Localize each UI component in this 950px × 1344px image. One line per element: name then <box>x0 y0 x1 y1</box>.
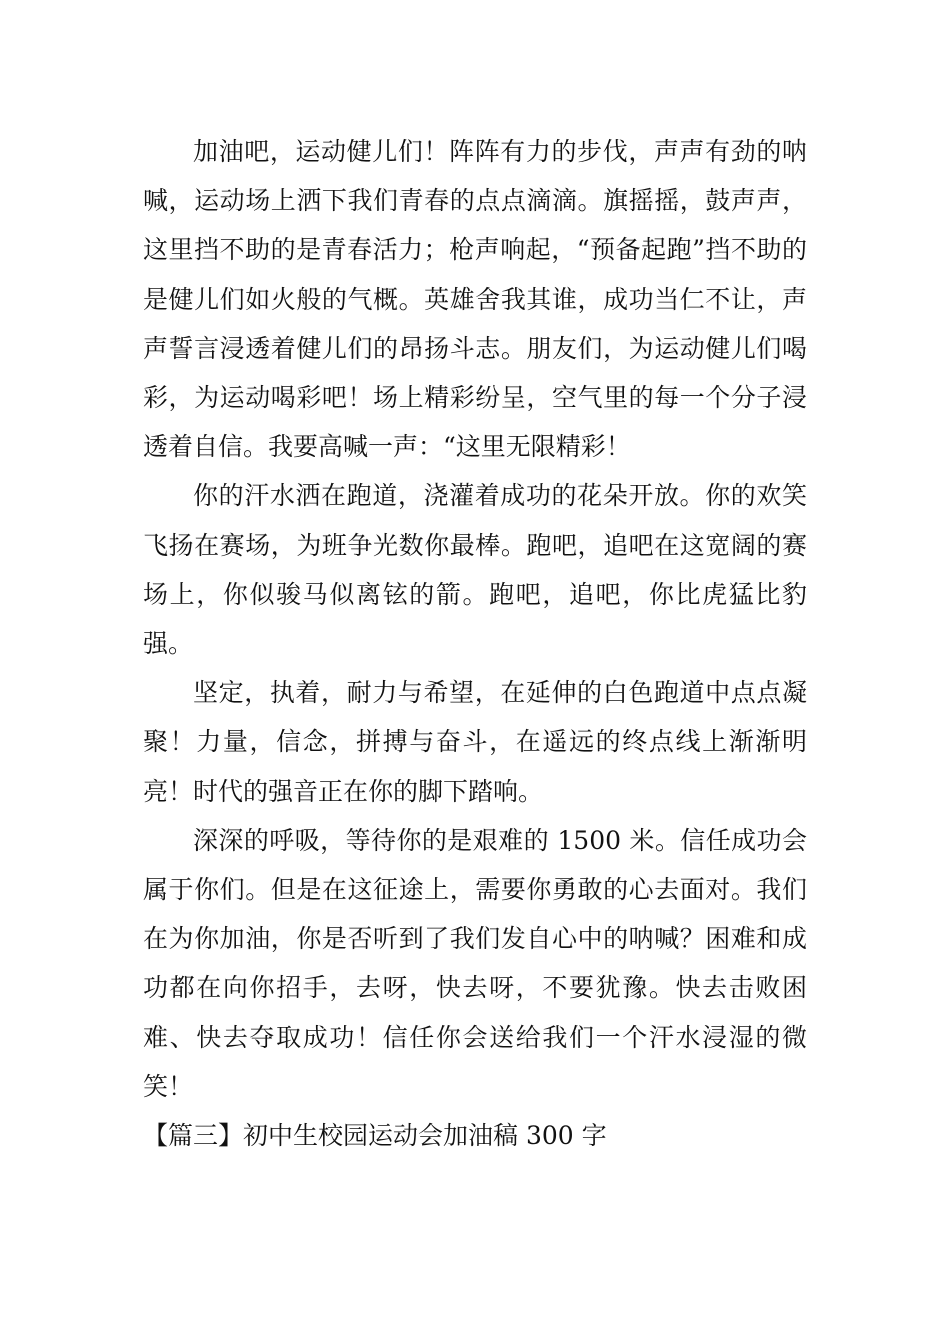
section-heading: 【篇三】初中生校园运动会加油稿 300 字 <box>143 1121 607 1151</box>
document-body <box>143 127 807 1160</box>
paragraph-1: 加油吧，运动健儿们！阵阵有力的步伐，声声有劲的呐喊，运动场上洒下我们青春的点点滴滴。旗摇摇，鼓声声，这里挡不助的是青春活力；枪声响起，“预备起跑”挡不助的是健儿们如火般的气概。英雄舍我其谁，成功当仁不让，声声誓言浸透着健儿们的昂扬斗志。朋友们，为运动健儿们喝彩，为运动喝彩吧！场上精彩纷呈，空气里的每一个分子浸透着自信。我要高喊一声：“这里无限精彩！ <box>143 137 807 462</box>
paragraph-2: 你的汗水洒在跑道，浇灌着成功的花朵开放。你的欢笑飞扬在赛场，为班争光数你最棒。跑吧，追吧在这宽阔的赛场上，你似骏马似离铉的箭。跑吧，追吧，你比虎猛比豹强。 <box>143 481 807 659</box>
paragraph-4: 深深的呼吸，等待你的是艰难的 1500 米。信任成功会属于你们。但是在这征途上，需要你勇敢的心去面对。我们在为你加油，你是否听到了我们发自心中的呐喊？困难和成功都在向你招手，去呀，快去呀，不要犹豫。快去击败困难、快去夺取成功！信任你会送给我们一个汗水浸湿的微笑！ <box>143 825 807 1101</box>
paragraph-3: 坚定，执着，耐力与希望，在延伸的白色跑道中点点凝聚！力量，信念，拼搏与奋斗，在遥远的终点线上渐渐明亮！时代的强音正在你的脚下踏响。 <box>143 678 807 806</box>
